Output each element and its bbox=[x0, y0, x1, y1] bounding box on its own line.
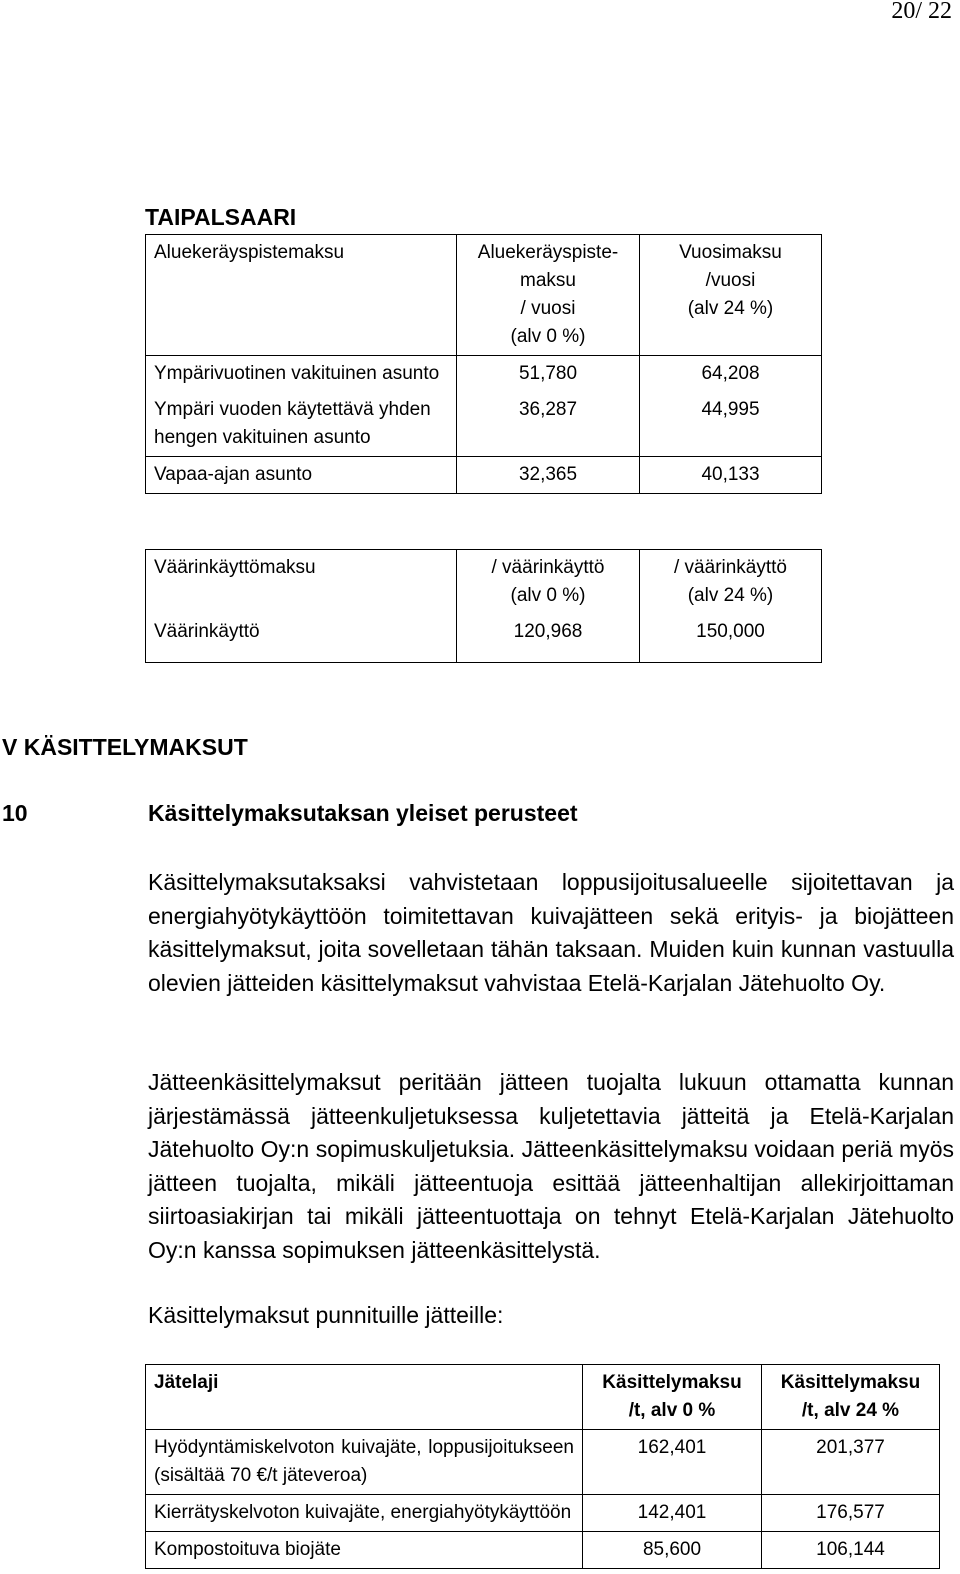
table-row bbox=[146, 356, 822, 393]
table-row bbox=[146, 457, 822, 494]
row-label: Ympäri vuoden käytettävä yhden hengen vakituinen asunto bbox=[146, 392, 457, 457]
value-cell: 85,600 bbox=[583, 1532, 762, 1569]
body-text: Käsittelymaksutaksaksi vahvistetaan loppusijoitusalueelle sijoitettavan ja energiahyötykäyttöön toimitettavan kuivajätteen sekä erityis- ja biojätteen käsittelymaksut, joita sovelletaan tähän taksaan. Muiden kuin kunnan vastuulla olevien jätteiden käsittelymaksut vahvistaa Etelä-Karjalan Jätehuolto Oy. bbox=[148, 869, 954, 996]
value-cell: 32,365 bbox=[457, 457, 640, 494]
table-header-row bbox=[146, 235, 822, 356]
header-cell: Väärinkäyttömaksu bbox=[146, 550, 457, 615]
page-number: 20/ 22 bbox=[891, 0, 952, 24]
table-row bbox=[146, 1430, 940, 1495]
row-label: Kierrätyskelvoton kuivajäte, energiahyötykäyttöön bbox=[146, 1495, 583, 1532]
body-text: Käsittelymaksut punnituille jätteille: bbox=[148, 1302, 504, 1328]
value-cell: 120,968 bbox=[457, 614, 640, 663]
table-header-row bbox=[146, 550, 822, 615]
table-row bbox=[146, 1495, 940, 1532]
section-heading: V KÄSITTELYMAKSUT bbox=[2, 734, 248, 760]
header-cell: / väärinkäyttö (alv 0 %) bbox=[457, 550, 640, 615]
area-collection-fee-table bbox=[145, 234, 822, 494]
value-cell: 40,133 bbox=[640, 457, 822, 494]
row-label: Kompostoituva biojäte bbox=[146, 1532, 583, 1569]
table-header-row bbox=[146, 1365, 940, 1430]
weighed-waste-fee-table bbox=[145, 1364, 940, 1569]
paragraph-title: Käsittelymaksutaksan yleiset perusteet bbox=[148, 800, 578, 826]
value-cell: 150,000 bbox=[640, 614, 822, 663]
row-label: Hyödyntämiskelvoton kuivajäte, loppusijoitukseen (sisältää 70 €/t jäteveroa) bbox=[146, 1430, 583, 1495]
header-cell: Aluekeräyspistemaksu bbox=[146, 235, 457, 356]
row-label: Väärinkäyttö bbox=[146, 614, 457, 663]
value-cell: 201,377 bbox=[762, 1430, 940, 1495]
misuse-fee-table bbox=[145, 549, 822, 663]
value-cell: 51,780 bbox=[457, 356, 640, 393]
municipality-title: TAIPALSAARI bbox=[145, 204, 297, 230]
value-cell: 44,995 bbox=[640, 392, 822, 457]
table-row bbox=[146, 614, 822, 663]
table-row bbox=[146, 392, 822, 457]
value-cell: 36,287 bbox=[457, 392, 640, 457]
header-cell: / väärinkäyttö (alv 24 %) bbox=[640, 550, 822, 615]
value-cell: 142,401 bbox=[583, 1495, 762, 1532]
header-cell: Vuosimaksu /vuosi (alv 24 %) bbox=[640, 235, 822, 356]
value-cell: 106,144 bbox=[762, 1532, 940, 1569]
header-cell: Käsittelymaksu /t, alv 0 % bbox=[583, 1365, 762, 1430]
row-label: Ympärivuotinen vakituinen asunto bbox=[146, 356, 457, 393]
value-cell: 162,401 bbox=[583, 1430, 762, 1495]
value-cell: 64,208 bbox=[640, 356, 822, 393]
header-cell: Aluekeräyspiste- maksu / vuosi (alv 0 %) bbox=[457, 235, 640, 356]
row-label: Vapaa-ajan asunto bbox=[146, 457, 457, 494]
paragraph-number: 10 bbox=[2, 800, 28, 826]
paragraph-heading bbox=[2, 800, 902, 827]
body-text: Jätteenkäsittelymaksut peritään jätteen tuojalta lukuun ottamatta kunnan järjestämässä jätteenkuljetuksessa kuljetettavia jätteitä ja Etelä-Karjalan Jätehuolto Oy:n sopimuskuljetuksia. Jätteenkäsittelymaksu voidaan periä myös jätteen tuojalta, mikäli jätteentuoja esittää jätteenhaltijan allekirjoittaman siirtoasiakirjan tai mikäli jätteentuottaja on tehnyt Etelä-Karjalan Jätehuolto Oy:n kanssa sopimuksen jätteenkäsittelystä. bbox=[148, 1069, 954, 1263]
header-cell: Jätelaji bbox=[146, 1365, 583, 1430]
value-cell: 176,577 bbox=[762, 1495, 940, 1532]
header-cell: Käsittelymaksu /t, alv 24 % bbox=[762, 1365, 940, 1430]
table-row bbox=[146, 1532, 940, 1569]
